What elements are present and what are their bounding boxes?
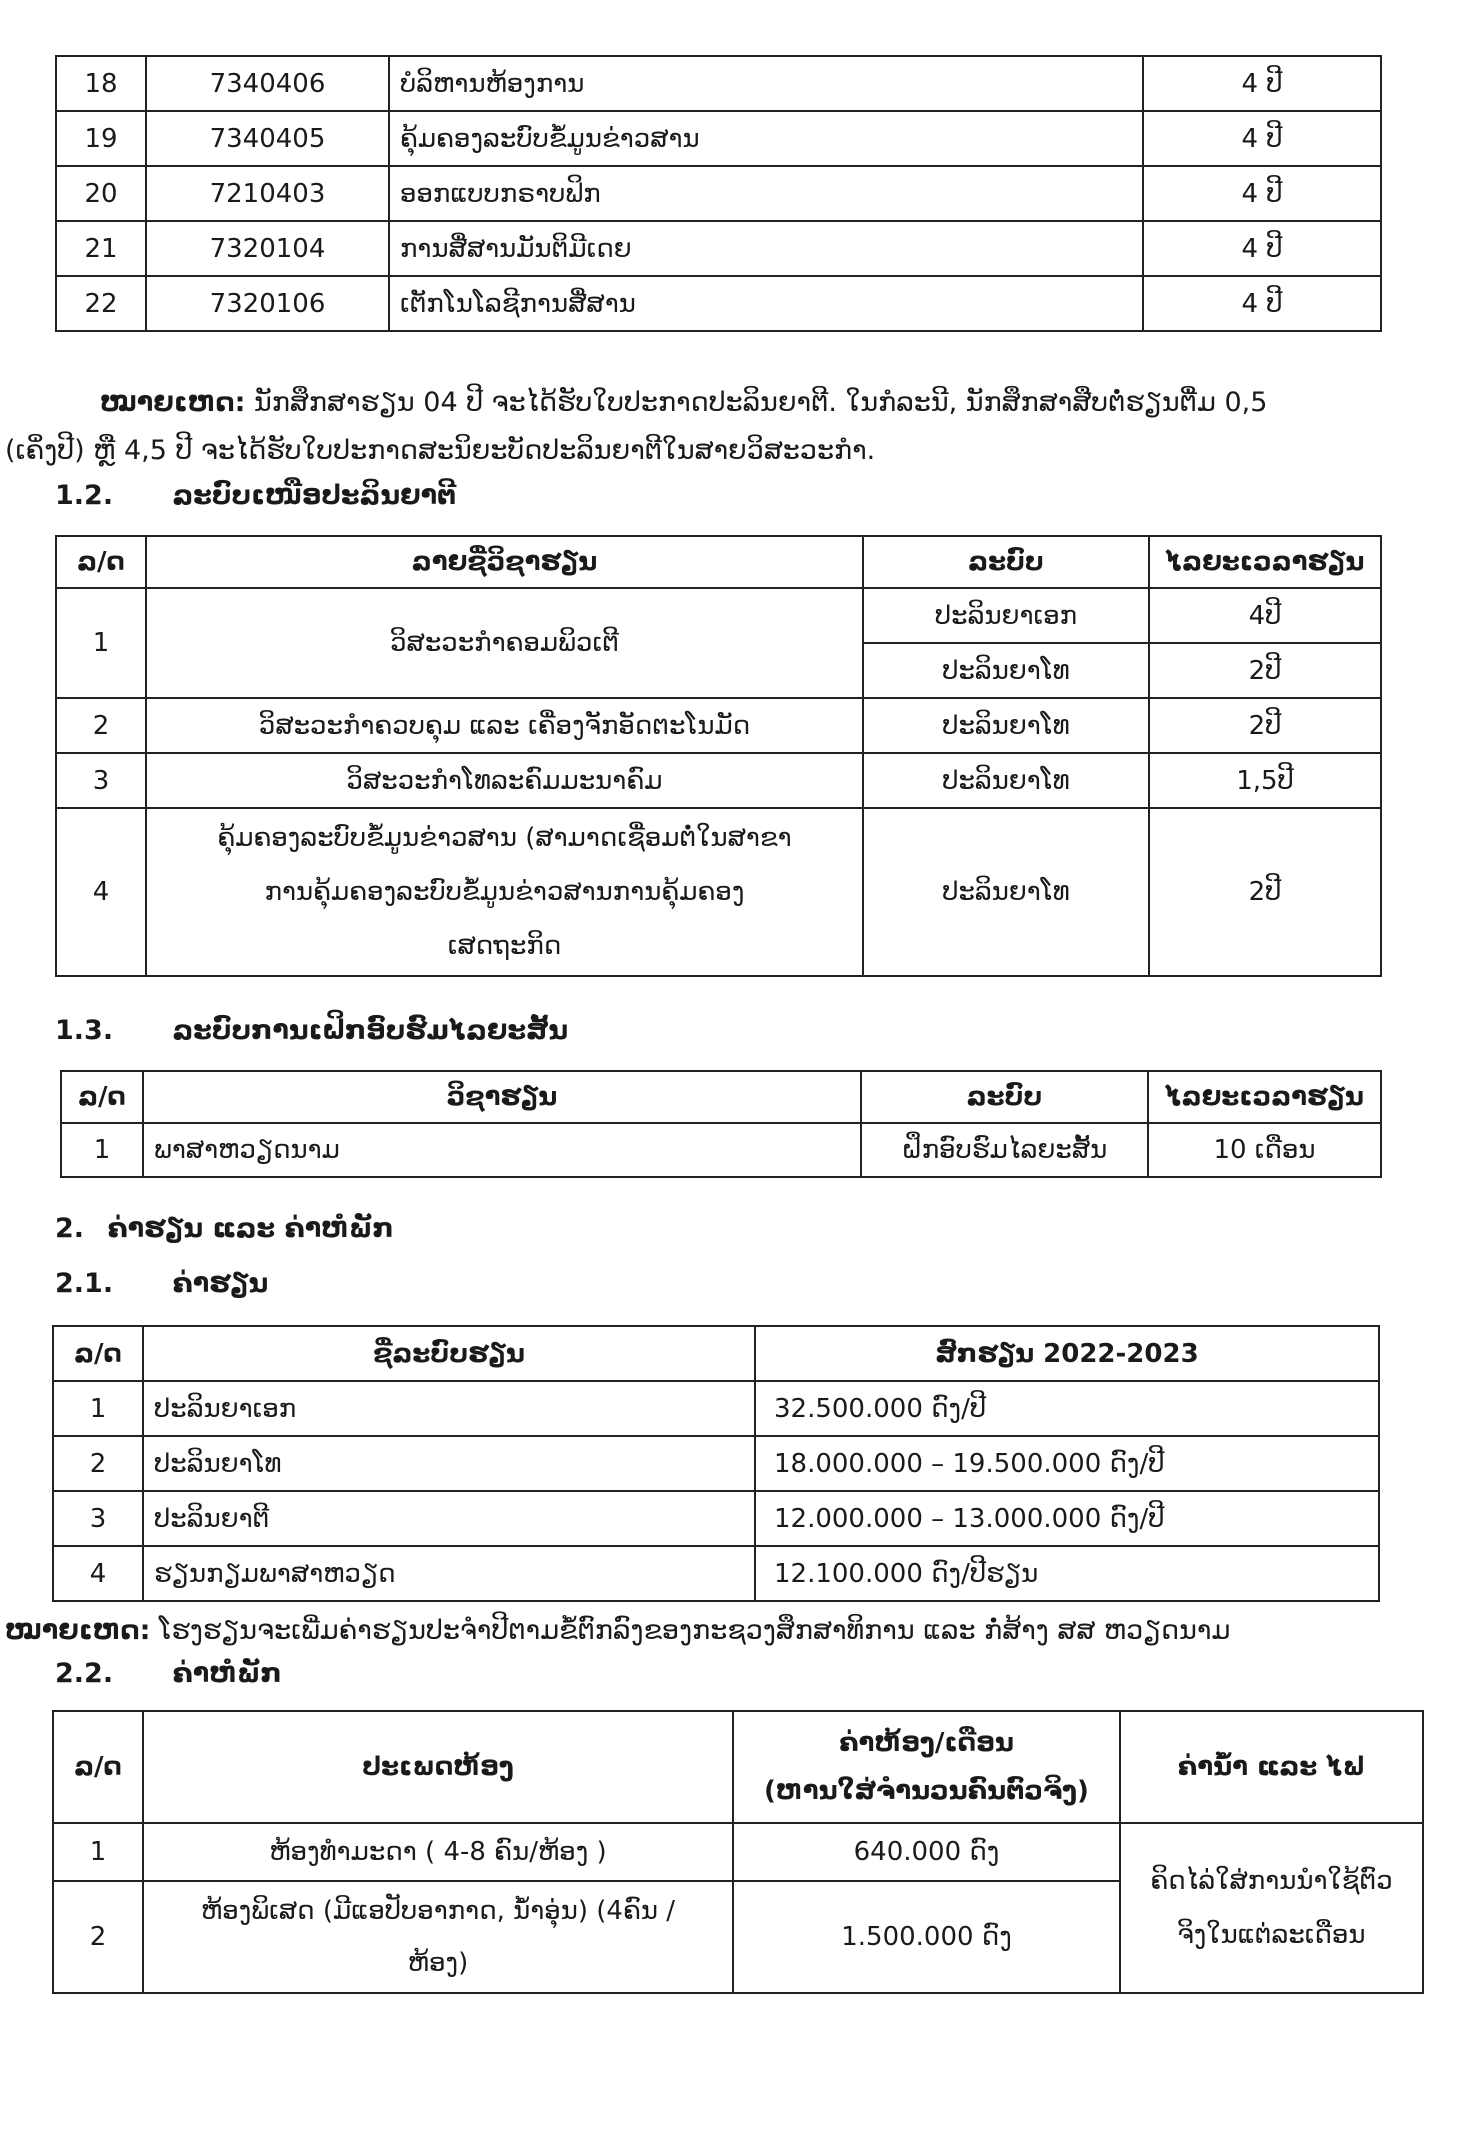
- header-number: ລ/ດ: [53, 1711, 143, 1823]
- section-title: ລະບົບເໜືອປະລິນຍາຕີ: [172, 480, 457, 511]
- program-name: ການສື່ສານມັນຕິມີເດຍ: [389, 221, 1143, 276]
- header-academic-year: ສົກຮຽນ 2022-2023: [755, 1326, 1379, 1381]
- table-row: [53, 1491, 1379, 1546]
- header-system: ລະບົບ: [863, 536, 1149, 588]
- table-row: [53, 1436, 1379, 1491]
- header-number: ລ/ດ: [61, 1071, 143, 1123]
- header-system: ລະບົບ: [861, 1071, 1148, 1123]
- row-number: 3: [53, 1491, 143, 1546]
- program-name: ວິສະວະກຳຄວບຄຸມ ແລະ ເຄື່ອງຈັກອັດຕະໂນມັດ: [146, 698, 863, 753]
- program-duration: 4 ປີ: [1143, 111, 1381, 166]
- program-duration: 4 ປີ: [1143, 276, 1381, 331]
- row-number: 2: [53, 1881, 143, 1993]
- section-title: ລະບົບການເຝິກອົບຮົມໄລຍະສັ້ນ: [172, 1015, 569, 1046]
- note-paragraph-continued: (ເຄິ່ງປີ) ຫຼື 4,5 ປີ ຈະໄດ້ຮັບໃບປະກາດສະນິຍະບັດປະລິນຍາຕີໃນສາຍວິສະວະກຳ.: [5, 435, 876, 466]
- room-type: ຫ້ອງທຳມະດາ ( 4-8 ຄົນ/ຫ້ອງ ): [143, 1823, 733, 1881]
- note-paragraph: [100, 380, 1420, 426]
- program-code: 7210403: [146, 166, 389, 221]
- header-program-name: ລາຍຊື່ວິຊາຮຽນ: [146, 536, 863, 588]
- section-heading: [55, 480, 456, 511]
- program-duration: 4ປີ: [1149, 588, 1381, 643]
- table-row: [53, 1381, 1379, 1436]
- program-name: [146, 808, 863, 976]
- tuition-table: [52, 1325, 1380, 1602]
- room-type-line: ຫ້ອງພິເສດ (ມີແອປັບອາກາດ, ນ້ຳອຸ່ນ) (4ຄົນ /: [201, 1896, 675, 1926]
- program-system: ປະລິນຍາເອກ: [863, 588, 1149, 643]
- header-program-level: ຊື່ລະບົບຮຽນ: [143, 1326, 755, 1381]
- header-room-price: [733, 1711, 1120, 1823]
- section-number: 2.: [55, 1213, 85, 1244]
- table-row: [56, 753, 1381, 808]
- program-name: ວິສະວະກຳຄອມພິວເຕີ: [146, 588, 863, 698]
- note-text: ໂຮງຮຽນຈະເພີ່ມຄ່າຮຽນປະຈຳປີຕາມຂໍ້ຕົກລົງຂອງກະຊວງສຶກສາທິການ ແລະ ກໍ່ສ້າງ ສສ ຫວຽດນາມ: [150, 1615, 1231, 1646]
- row-number: 3: [56, 753, 146, 808]
- row-number: 20: [56, 166, 146, 221]
- header-duration: ໄລຍະເວລາຮຽນ: [1149, 536, 1381, 588]
- program-name: ບໍລິຫານຫ້ອງການ: [389, 56, 1143, 111]
- section-title: ຄ່າຮຽນ ແລະ ຄ່າຫໍພັກ: [107, 1213, 394, 1244]
- row-number: 22: [56, 276, 146, 331]
- program-table: [55, 55, 1382, 332]
- row-number: 21: [56, 221, 146, 276]
- section-heading: [55, 1268, 268, 1299]
- room-type: [143, 1881, 733, 1993]
- program-level: ຮຽນກຽມພາສາຫວຽດ: [143, 1546, 755, 1601]
- program-duration: 4 ປີ: [1143, 56, 1381, 111]
- program-system: ປະລິນຍາໂທ: [863, 643, 1149, 698]
- program-name: ເຕັກໂນໂລຊີການສື່ສານ: [389, 276, 1143, 331]
- header-course-name: ວິຊາຮຽນ: [143, 1071, 861, 1123]
- row-number: 2: [53, 1436, 143, 1491]
- note-label: ໝາຍເຫດ:: [100, 387, 246, 418]
- room-type-line: ຫ້ອງ): [407, 1948, 469, 1978]
- program-name-line: ການຄຸ້ມຄອງລະບົບຂໍ້ມູນຂ່າວສານການຄຸ້ມຄອງ: [264, 877, 745, 907]
- program-level: ປະລິນຍາໂທ: [143, 1436, 755, 1491]
- table-row: [53, 1546, 1379, 1601]
- row-number: 2: [56, 698, 146, 753]
- header-room-price-line: ຄ່າຫ້ອງ/ເດືອນ: [839, 1728, 1014, 1758]
- program-code: 7340406: [146, 56, 389, 111]
- program-duration: 1,5ປີ: [1149, 753, 1381, 808]
- section-heading: [55, 1213, 394, 1244]
- room-price: 640.000 ດົງ: [733, 1823, 1120, 1881]
- room-price: 1.500.000 ດົງ: [733, 1881, 1120, 1993]
- program-duration: 2ປີ: [1149, 698, 1381, 753]
- table-row: [53, 1823, 1423, 1881]
- row-number: 4: [56, 808, 146, 976]
- header-room-type: ປະເພດຫ້ອງ: [143, 1711, 733, 1823]
- note-text: ນັກສຶກສາຮຽນ 04 ປີ ຈະໄດ້ຮັບໃບປະກາດປະລິນຍາຕີ. ໃນກໍລະນີ, ນັກສຶກສາສືບຕໍ່ຮຽນຕື່ມ 0,5: [245, 387, 1268, 418]
- tuition-fee: 12.100.000 ດົງ/ປີຮຽນ: [755, 1546, 1379, 1601]
- header-room-price-line: (ຫານໃສ່ຈຳນວນຄົນຕົວຈິງ): [764, 1776, 1089, 1806]
- program-name: ອອກແບບກຣາບຟິກ: [389, 166, 1143, 221]
- row-number: 18: [56, 56, 146, 111]
- program-duration: 2ປີ: [1149, 643, 1381, 698]
- table-header-row: [53, 1711, 1423, 1823]
- short-course-table: [60, 1070, 1382, 1178]
- table-row: [56, 588, 1381, 643]
- table-row: [56, 221, 1381, 276]
- course-name: ພາສາຫວຽດນາມ: [143, 1123, 861, 1177]
- row-number: 1: [61, 1123, 143, 1177]
- section-number: 2.1.: [55, 1268, 114, 1299]
- section-number: 2.2.: [55, 1658, 114, 1689]
- program-system: ປະລິນຍາໂທ: [863, 753, 1149, 808]
- section-number: 1.3.: [55, 1015, 114, 1046]
- tuition-fee: 12.000.000 – 13.000.000 ດົງ/ປີ: [755, 1491, 1379, 1546]
- program-level: ປະລິນຍາຕີ: [143, 1491, 755, 1546]
- table-row: [56, 808, 1381, 976]
- section-title: ຄ່າຮຽນ: [172, 1268, 269, 1299]
- row-number: 1: [53, 1381, 143, 1436]
- program-code: 7340405: [146, 111, 389, 166]
- graduate-programs-table: [55, 535, 1382, 977]
- utilities-note: [1120, 1823, 1423, 1993]
- table-row: [56, 276, 1381, 331]
- table-row: [56, 698, 1381, 753]
- section-number: 1.2.: [55, 480, 114, 511]
- program-duration: 4 ປີ: [1143, 221, 1381, 276]
- row-number: 4: [53, 1546, 143, 1601]
- utilities-note-line: ຈິງໃນແຕ່ລະເດືອນ: [1177, 1920, 1366, 1950]
- program-code: 7320104: [146, 221, 389, 276]
- program-name-line: ຄຸ້ມຄອງລະບົບຂໍ້ມູນຂ່າວສານ (ສາມາດເຊື່ອມຕໍ່ໃນສາຂາ: [217, 823, 792, 853]
- table-row: [56, 111, 1381, 166]
- section-title: ຄ່າຫໍພັກ: [172, 1658, 282, 1689]
- dormitory-table: [52, 1710, 1424, 1994]
- program-duration: 2ປີ: [1149, 808, 1381, 976]
- table-row: [56, 56, 1381, 111]
- program-name: ວິສະວະກຳໂທລະຄົມມະນາຄົມ: [146, 753, 863, 808]
- row-number: 1: [53, 1823, 143, 1881]
- program-code: 7320106: [146, 276, 389, 331]
- program-level: ປະລິນຍາເອກ: [143, 1381, 755, 1436]
- program-name: ຄຸ້ມຄອງລະບົບຂໍ້ມູນຂ່າວສານ: [389, 111, 1143, 166]
- course-duration: 10 ເດືອນ: [1148, 1123, 1381, 1177]
- course-system: ຝຶກອົບຮົມໄລຍະສັ້ນ: [861, 1123, 1148, 1177]
- row-number: 1: [56, 588, 146, 698]
- table-header-row: [61, 1071, 1381, 1123]
- table-row: [56, 166, 1381, 221]
- header-number: ລ/ດ: [56, 536, 146, 588]
- note-label: ໝາຍເຫດ:: [5, 1615, 151, 1646]
- section-heading: [55, 1015, 568, 1046]
- program-system: ປະລິນຍາໂທ: [863, 698, 1149, 753]
- note-paragraph: [5, 1608, 1445, 1654]
- tuition-fee: 32.500.000 ດົງ/ປີ: [755, 1381, 1379, 1436]
- tuition-fee: 18.000.000 – 19.500.000 ດົງ/ປີ: [755, 1436, 1379, 1491]
- program-system: ປະລິນຍາໂທ: [863, 808, 1149, 976]
- header-utilities: ຄ່ານ້ຳ ແລະ ໄຟ: [1120, 1711, 1423, 1823]
- program-name-line: ເສດຖະກິດ: [447, 931, 562, 961]
- table-header-row: [56, 536, 1381, 588]
- table-row: [61, 1123, 1381, 1177]
- program-duration: 4 ປີ: [1143, 166, 1381, 221]
- section-heading: [55, 1658, 282, 1689]
- utilities-note-line: ຄິດໄລ່ໃສ່ການນຳໃຊ້ຕົວ: [1150, 1866, 1393, 1896]
- header-number: ລ/ດ: [53, 1326, 143, 1381]
- row-number: 19: [56, 111, 146, 166]
- table-header-row: [53, 1326, 1379, 1381]
- header-duration: ໄລຍະເວລາຮຽນ: [1148, 1071, 1381, 1123]
